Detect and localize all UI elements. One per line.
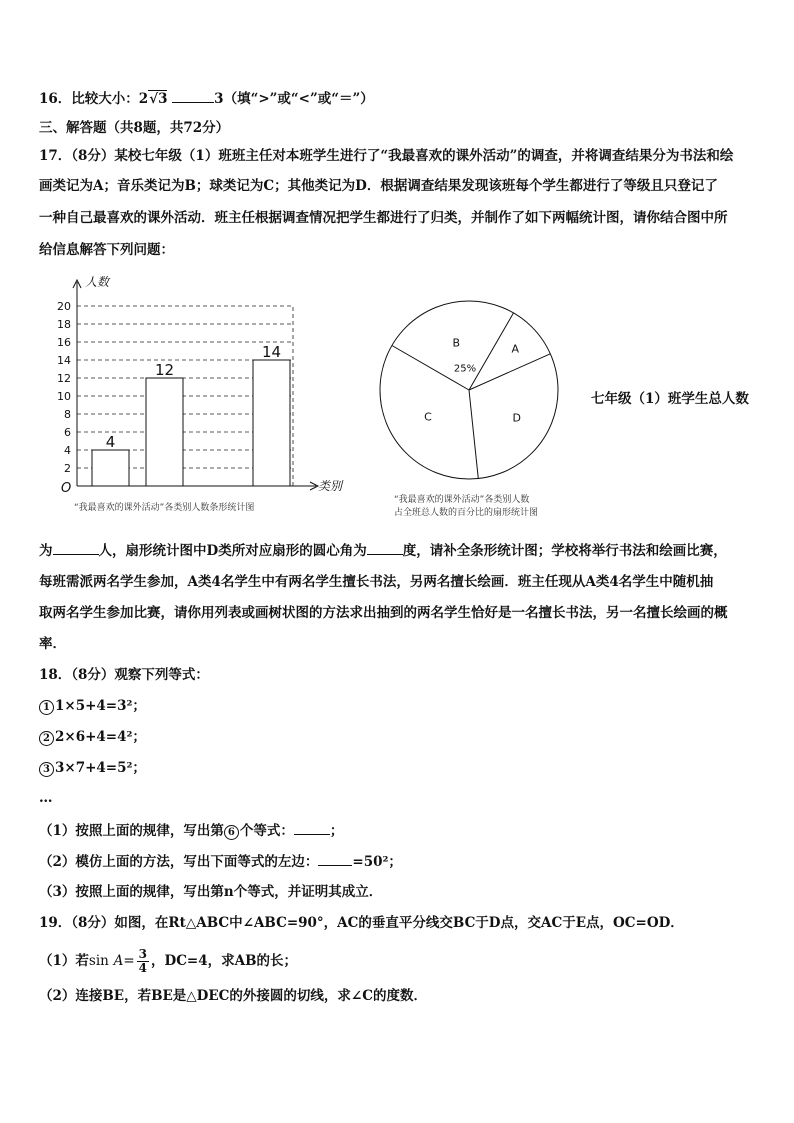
pie-slices [380,301,558,479]
q18-part-1 [39,820,343,841]
bar-value-label: 4 [105,433,116,451]
bar-origin-label: O [61,481,72,495]
q18-eq-3 [39,758,146,778]
pie-chart-caption-1: “我最喜欢的课外活动”各类别人数 [394,495,530,505]
q17-line-1: 17．（8分）某校七年级（1）班班主任对本班学生进行了“我最喜欢的课外活动”的调查，并将调查结果分为书法和绘 [39,148,734,164]
q19-sin: sin [88,953,109,969]
q18-eq-3-marker: 3 [39,762,54,777]
q17-after-line-3: 取两名学生参加比赛，请你用列表或画树状图的方法求出抽到的两名学生恰好是一名擅长书法，另一名擅长绘画的概 [39,605,728,621]
bar-value-label: 14 [261,343,282,361]
bar-chart [48,270,348,495]
pie-percent-label: 25% [453,363,477,375]
q17-after-line-1 [39,540,727,561]
q18-eq-2-text: 2×6+4=4²； [55,729,146,745]
bar [146,378,183,486]
q17-after-1b: 人，扇形统计图中D类所对应扇形的圆心角为 [98,543,367,559]
q17-blank-total[interactable] [53,540,99,555]
pie-slice-label: C [424,410,432,424]
bar-ytick-label: 8 [64,408,71,421]
bar-ytick-label: 16 [57,336,71,349]
q18-p1b: 个等式： [239,823,294,839]
q19-A: A [113,953,124,969]
q17-line-3: 一种自己最喜欢的课外活动．班主任根据调查情况把学生都进行了归类，并制作了如下两幅统计图，请你结合图中所 [39,210,728,226]
q18-p2-blank[interactable] [318,851,352,866]
q16-prefix: 16．比较大小：2 [39,91,149,107]
pie-chart-caption-2: 占全班总人数的百分比的扇形统计图 [394,508,539,518]
bar-xlabel: 类别 [318,479,343,493]
q18-part-3: （3）按照上面的规律，写出第n个等式，并证明其成立． [39,884,383,900]
q18-eq-1 [39,696,146,716]
q18-p2b: =50²； [352,854,402,870]
q17-after-line-4: 率． [39,636,66,652]
q18-dots: … [39,790,53,806]
bar-bars [92,343,290,486]
bar-ytick-label: 12 [57,372,71,385]
q16-line [39,88,374,109]
bar-ytick-label: 18 [57,318,71,331]
q18-p1a: （1）按照上面的规律，写出第 [39,823,224,839]
q16-radicand: 3 [158,91,168,107]
bar-ytick-label: 2 [64,462,71,475]
q17-line-2: 画类记为A；音乐类记为B；球类记为C；其他类记为D．根据调查结果发现该班每个学生都进行了等级且只登记了 [39,178,718,194]
q17-after-line-2: 每班需派两名学生参加，A类4名学生中有两名学生擅长书法，另两名擅长绘画．班主任现从A类4名学生中随机抽 [39,574,714,590]
q19-p1b: ，DC=4，求AB的长； [150,953,298,969]
q18-p1-marker: 6 [224,825,239,840]
q19-eq: = [123,953,135,969]
bar-ytick-label: 10 [57,390,71,403]
q18-eq-1-text: 1×5+4=3²； [55,698,146,714]
bar-ytick-label: 6 [64,426,71,439]
q17-after-1a: 为 [39,543,53,559]
q18-eq-2-marker: 2 [39,731,54,746]
bar-ylabel: 人数 [85,275,110,289]
q19-fraction-den: 4 [138,961,147,975]
pie-slice-label: D [512,411,522,425]
q16-sqrt: √3 [149,91,168,107]
q18-eq-3-text: 3×7+4=5²； [55,760,146,776]
q19-part-2: （2）连接BE，若BE是△DEC的外接圆的切线，求∠C的度数． [39,988,427,1004]
q17-blank-angle[interactable] [367,540,403,555]
q19-title: 19．（8分）如图，在Rt△ABC中∠ABC=90°，AC的垂直平分线交BC于D点，交AC于E点，OC=OD． [39,915,684,931]
q18-p1-blank[interactable] [294,820,330,835]
pie-slice-label: A [511,342,520,356]
q18-title: 18．（8分）观察下列等式： [39,667,209,683]
q19-part-1 [39,946,297,976]
q18-p2a: （2）模仿上面的方法，写出下面等式的左边： [39,854,319,870]
bar-ytick-label: 14 [57,354,71,367]
q18-part-2 [39,851,402,872]
bar [253,360,290,486]
q17-line-4: 给信息解答下列问题： [39,242,174,258]
q18-eq-1-marker: 1 [39,700,54,715]
section-3-title: 三、解答题（共8题，共72分） [39,120,230,136]
q16-answer-blank[interactable] [172,88,214,103]
q19-fraction-num: 3 [138,947,147,961]
q19-fraction [137,948,149,975]
q18-p1c: ； [329,823,344,839]
q18-eq-2 [39,727,146,747]
q16-after: 3（填“>”或“<”或“＝”） [214,91,374,107]
q17-after-1c: 度，请补全条形统计图；学校将举行书法和绘画比赛， [402,543,727,559]
side-label: 七年级（1）班学生总人数 [591,391,749,407]
bar-value-label: 12 [154,361,175,379]
bar-ytick-label: 4 [64,444,71,457]
pie-chart [372,298,568,486]
pie-slice-label: B [452,336,461,350]
bar-chart-caption: “我最喜欢的课外活动”各类别人数条形统计图 [74,503,255,513]
bar [92,450,129,486]
q19-p1a: （1）若 [39,953,89,969]
bar-ytick-label: 20 [57,300,71,313]
